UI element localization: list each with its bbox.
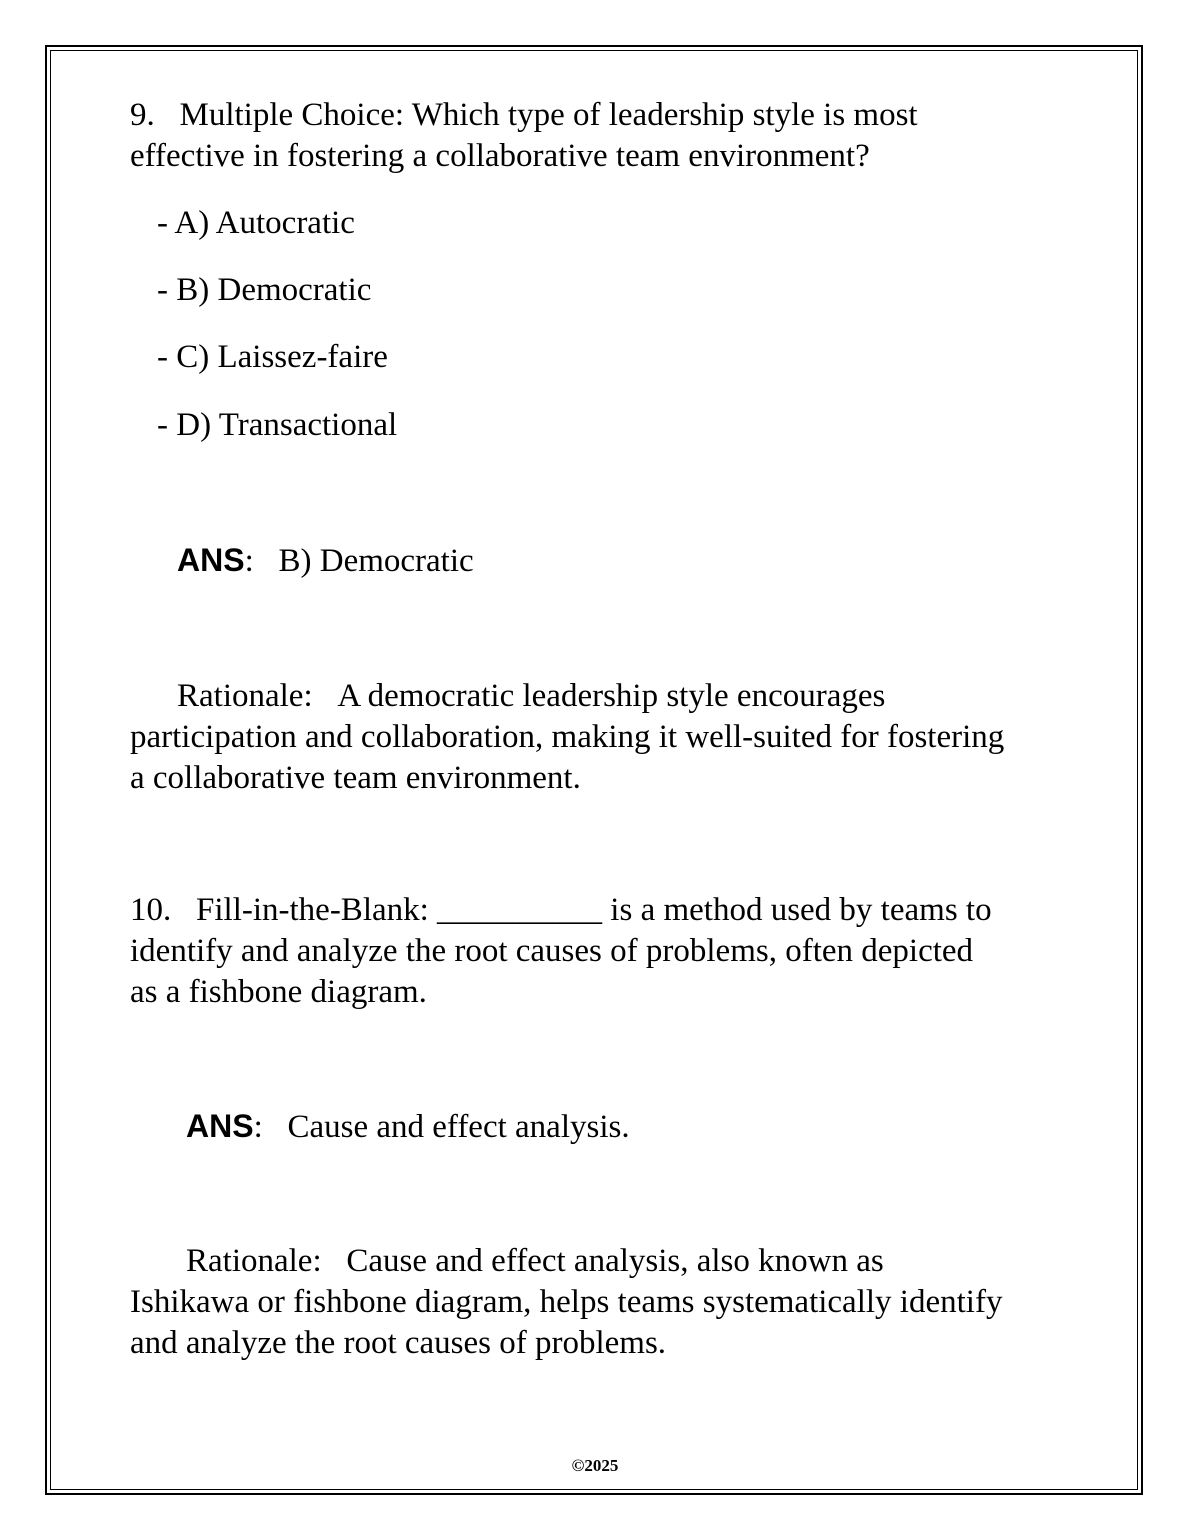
question-10-stem [130,890,1070,1013]
question-10-rationale [130,1241,1070,1364]
copyright-footer: ©2025 [571,1456,619,1475]
rationale-line-1: A democratic leadership style encourages [337,678,886,714]
question-9-line-1: Multiple Choice: Which type of leadership style is most [179,97,918,133]
rationale-line-2: participation and collaboration, making it well-suited for fostering [130,719,1005,755]
question-10-line-2: identify and analyze the root causes of problems, often depicted [130,933,974,969]
option-b: - B) Democratic [157,272,372,308]
rationale-label: Rationale: [177,678,313,714]
question-9-number: 9. [130,97,155,133]
rationale-line-3: and analyze the root causes of problems. [130,1325,667,1361]
option-a: - A) Autocratic [157,205,355,241]
answer-value: B) Democratic [278,543,474,579]
question-10-number: 10. [130,892,172,928]
rationale-line-3: a collaborative team environment. [130,760,581,796]
answer-label: ANS [177,542,245,578]
option-c: - C) Laissez-faire [157,339,388,375]
question-9-line-2: effective in fostering a collaborative team environment? [130,138,870,174]
question-9-stem [130,95,1070,177]
rationale-label: Rationale: [186,1243,322,1279]
question-9-answer: ANS: B) Democratic [177,542,474,579]
question-10-answer: ANS: Cause and effect analysis. [186,1108,630,1145]
rationale-line-2: Ishikawa or fishbone diagram, helps teams systematically identify [130,1284,1003,1320]
question-10-line-1: Fill-in-the-Blank: __________ is a method used by teams to [196,892,992,928]
answer-value: Cause and effect analysis. [287,1109,630,1145]
option-d: - D) Transactional [157,407,398,443]
question-9-rationale [130,676,1070,799]
question-10-line-3: as a fishbone diagram. [130,974,427,1010]
answer-label: ANS [186,1108,254,1144]
rationale-line-1: Cause and effect analysis, also known as [346,1243,884,1279]
